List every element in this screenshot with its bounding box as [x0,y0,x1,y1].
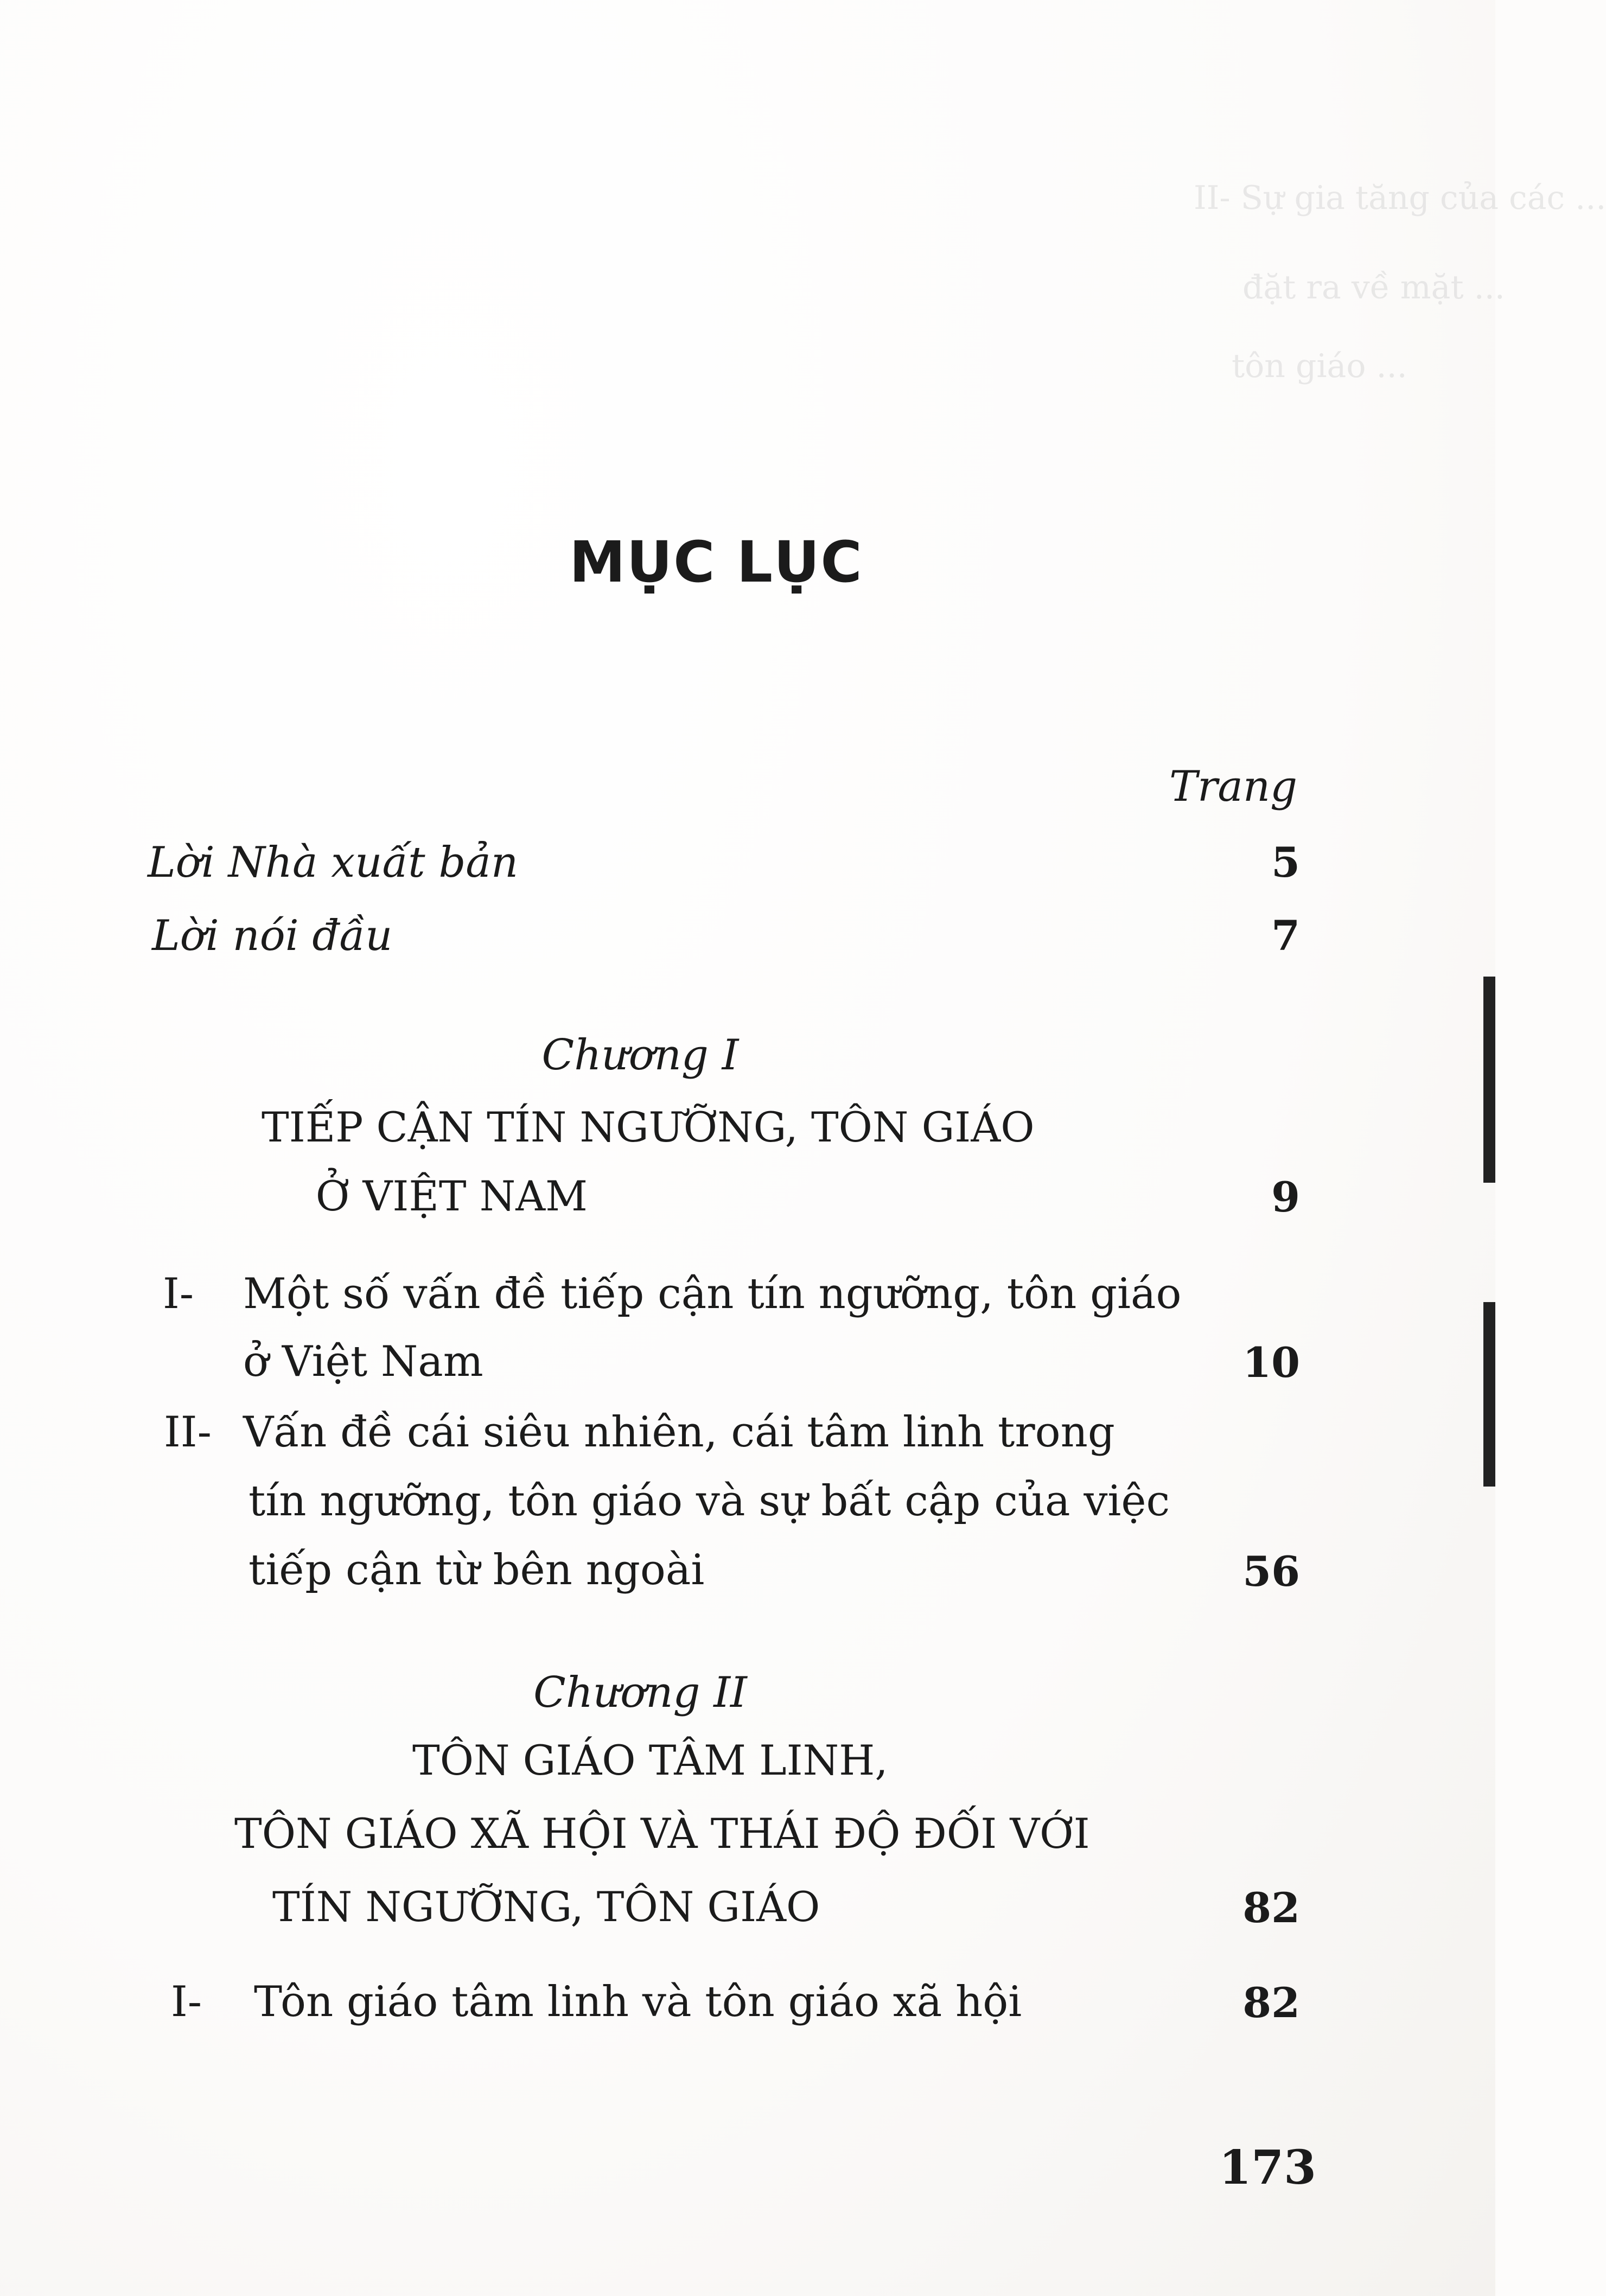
chapter-title-line: TÍN NGƯỠNG, TÔN GIÁO [272,1883,820,1931]
chapter-title-line: TÔN GIÁO TÂM LINH, [412,1736,888,1784]
toc-entry-page: 5 [1271,838,1300,886]
chapter-page: 9 [1271,1173,1300,1221]
chapter-label: Chương I [541,1031,739,1080]
section-title-line: tín ngưỡng, tôn giáo và sự bất cập của việc [248,1477,1170,1526]
toc-entry-title: Lời nói đầu [152,911,393,960]
section-number: I- [163,1270,194,1318]
adjacent-page-edge [1483,1302,1495,1487]
adjacent-page-edge [1483,977,1495,1183]
section-title-line: Tôn giáo tâm linh và tôn giáo xã hội [254,1978,1022,2026]
section-title-line: Vấn đề cái siêu nhiên, cái tâm linh trong [243,1408,1115,1457]
chapter-label: Chương II [533,1668,747,1717]
chapter-title-line: Ở VIỆT NAM [316,1172,588,1220]
bleed-through-text: tôn giáo ... [1232,347,1407,385]
section-number: I- [171,1978,202,2026]
section-page: 10 [1242,1338,1300,1387]
toc-entry-title: Lời Nhà xuất bản [148,838,519,887]
section-title-line: tiếp cận từ bên ngoài [248,1546,705,1595]
page-title: MỤC LỤC [569,529,863,595]
bleed-through-text: II- Sự gia tăng của các ... [1194,179,1606,217]
chapter-title-line: TIẾP CẬN TÍN NGƯỠNG, TÔN GIÁO [262,1103,1035,1151]
page-number: 173 [1219,2140,1316,2195]
chapter-title-line: TÔN GIÁO XÃ HỘI VÀ THÁI ĐỘ ĐỐI VỚI [234,1809,1090,1858]
page-column-header: Trang [1169,762,1297,811]
section-page: 56 [1242,1547,1300,1596]
bleed-through-text: đặt ra về mặt ... [1242,269,1505,307]
toc-entry-page: 7 [1271,911,1300,960]
section-title-line: Một số vấn đề tiếp cận tín ngưỡng, tôn giáo [243,1270,1182,1318]
section-page: 82 [1242,1979,1300,2027]
section-number: II- [164,1408,212,1457]
chapter-page: 82 [1242,1884,1300,1932]
section-title-line: ở Việt Nam [243,1337,483,1386]
